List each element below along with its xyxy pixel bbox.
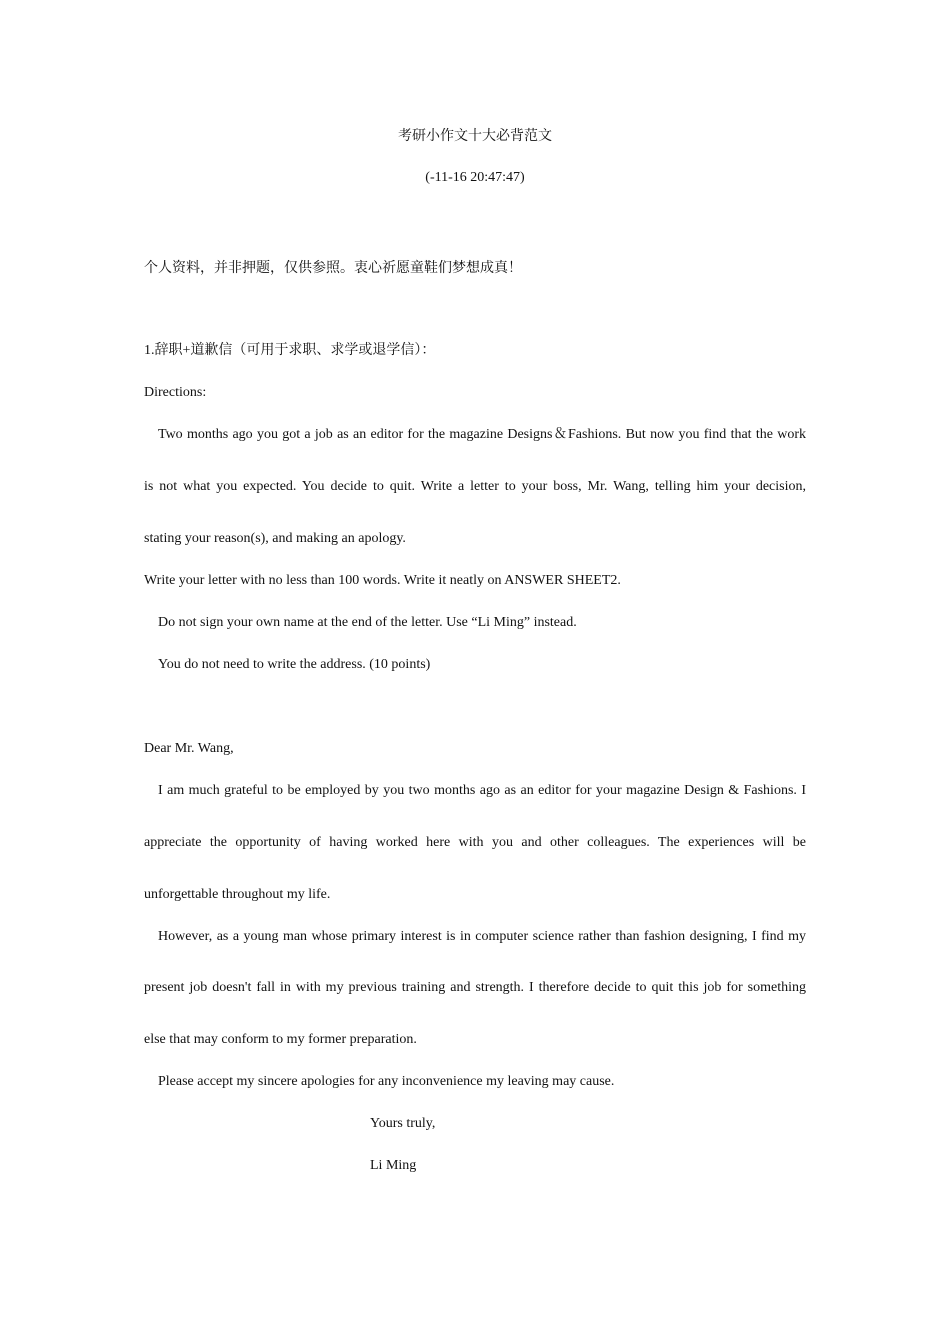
- letter-paragraph-line: present job doesn't fall in with my previous training and strength. I therefore decide to quit this job for something: [144, 980, 806, 995]
- letter-closing: Yours truly,: [370, 1116, 436, 1131]
- instruction-signature: Do not sign your own name at the end of the letter. Use “Li Ming” instead.: [158, 615, 577, 630]
- directions-label: Directions:: [144, 385, 207, 400]
- letter-paragraph-line: appreciate the opportunity of having worked here with you and other colleagues. The experiences will be: [144, 835, 806, 850]
- letter-apology: Please accept my sincere apologies for any inconvenience my leaving may cause.: [158, 1074, 615, 1089]
- letter-paragraph-line: However, as a young man whose primary interest is in computer science rather than fashion designing, I find my: [158, 929, 806, 944]
- letter-paragraph-line: else that may conform to my former preparation.: [144, 1032, 417, 1047]
- letter-signature: Li Ming: [370, 1158, 417, 1173]
- instruction-address: You do not need to write the address. (10 points): [158, 657, 431, 672]
- disclaimer-text: 个人资料，并非押题，仅供参照。衷心祈愿童鞋们梦想成真！: [144, 261, 522, 276]
- directions-line: stating your reason(s), and making an apology.: [144, 531, 406, 546]
- letter-paragraph-line: I am much grateful to be employed by you two months ago as an editor for your magazine Design & Fashions. I: [158, 783, 806, 798]
- section-heading: 1.辞职+道歉信（可用于求职、求学或退学信）：: [144, 343, 436, 358]
- document-date: (-11-16 20:47:47): [425, 170, 525, 185]
- directions-line: is not what you expected. You decide to quit. Write a letter to your boss, Mr. Wang, telling him your decision,: [144, 479, 806, 494]
- letter-paragraph-line: unforgettable throughout my life.: [144, 887, 331, 902]
- letter-salutation: Dear Mr. Wang,: [144, 741, 234, 756]
- instruction-word-count: Write your letter with no less than 100 words. Write it neatly on ANSWER SHEET2.: [144, 573, 621, 588]
- document-title: 考研小作文十大必背范文: [398, 129, 552, 144]
- directions-line: Two months ago you got a job as an editor for the magazine Designs＆Fashions. But now you find that the work: [158, 427, 806, 442]
